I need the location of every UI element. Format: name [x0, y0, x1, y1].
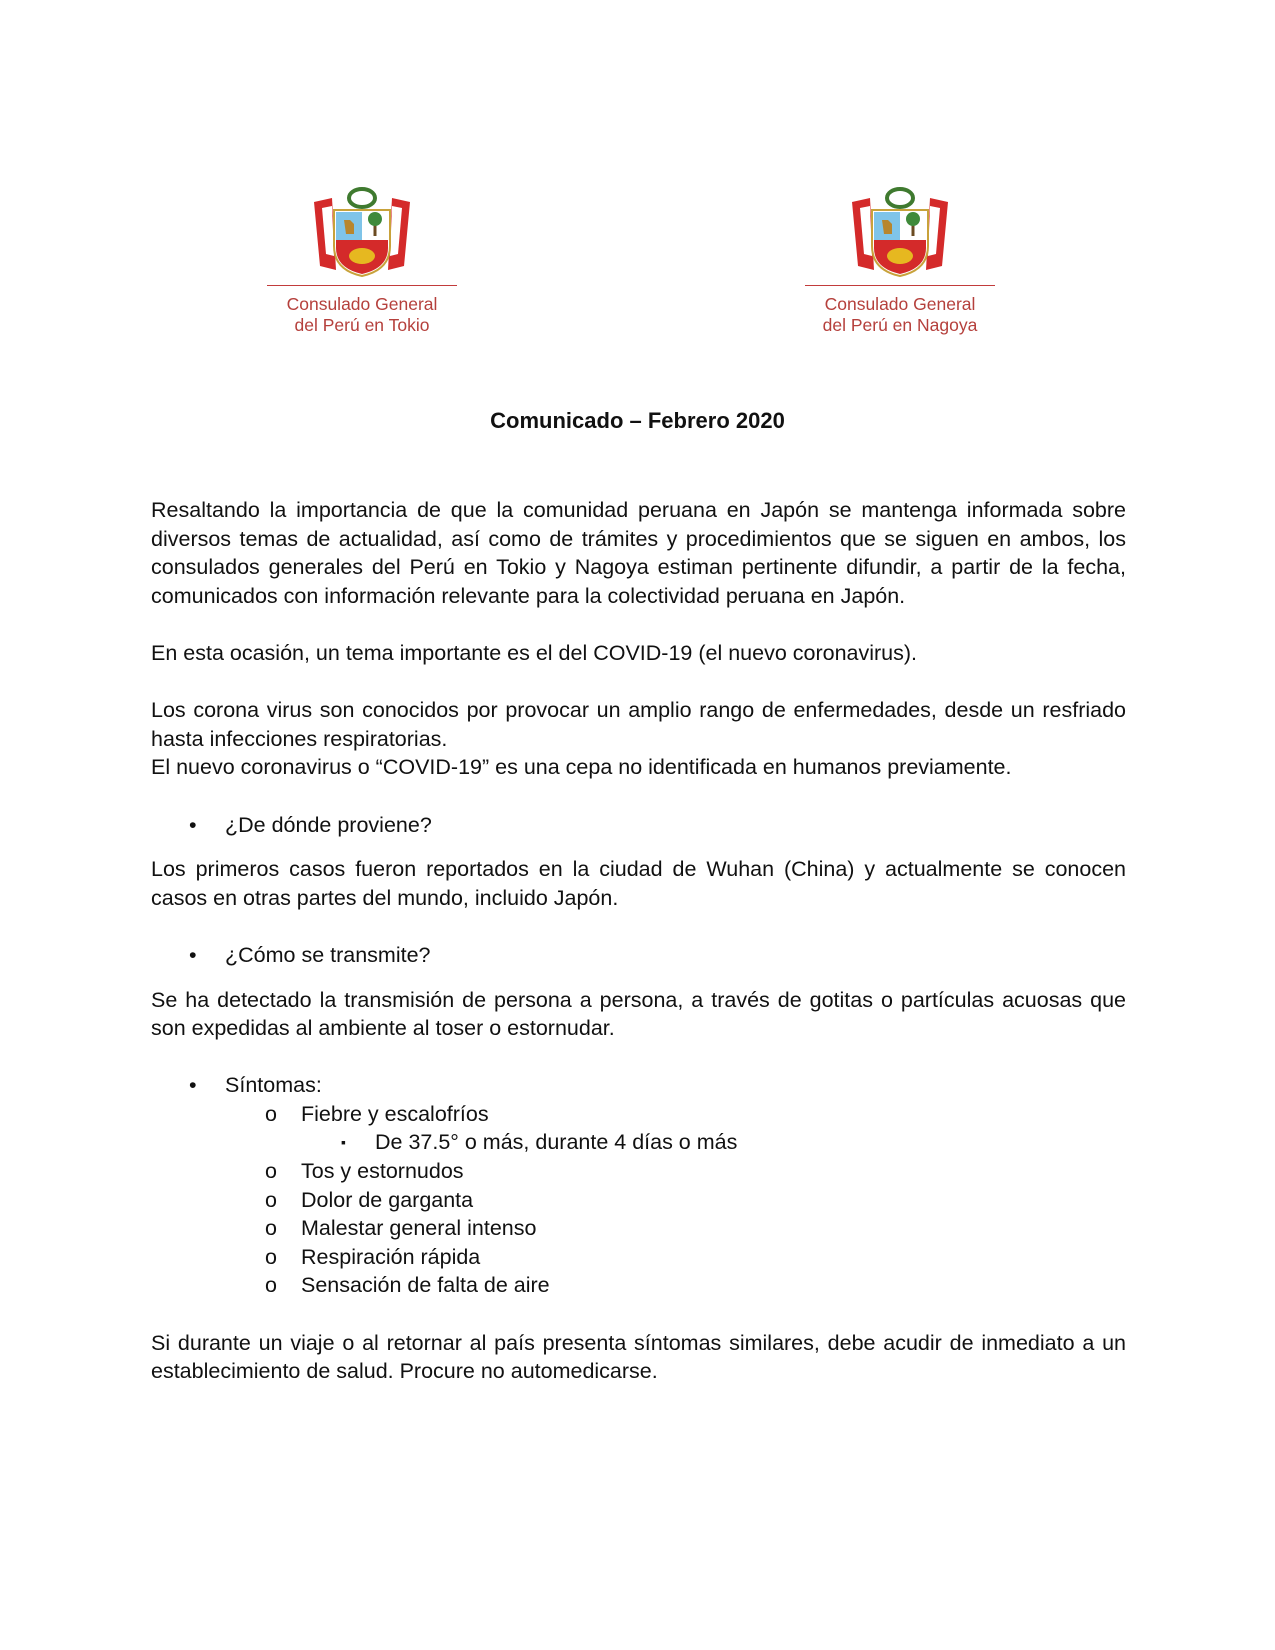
occasion-paragraph: En esta ocasión, un tema importante es el del COVID-19 (el nuevo coronavirus).: [151, 640, 918, 665]
list-item-symptoms: [151, 1071, 1126, 1100]
consulate-name-line2: del Perú en Tokio: [294, 315, 430, 335]
symptom-text: Respiración rápida: [301, 1244, 481, 1269]
symptom-text: Sensación de falta de aire: [301, 1273, 550, 1298]
circle-bullet-icon: o: [265, 1216, 277, 1241]
fever-detail-text: De 37.5° o más, durante 4 días o más: [375, 1130, 738, 1155]
transmission-question: ¿Cómo se transmite?: [225, 942, 431, 967]
closing-paragraph: Si durante un viaje o al retornar al país presenta síntomas similares, debe acudir de inmediato a un establecimiento de salud. Procure no automedicarse.: [151, 1330, 1126, 1384]
logo-consulate-nagoya: [800, 186, 1000, 336]
bullet-icon: •: [189, 812, 197, 837]
symptom-item: [151, 1186, 1126, 1215]
logo-consulate-tokio: [262, 186, 462, 336]
symptom-text: Dolor de garganta: [301, 1187, 474, 1212]
symptom-text: Malestar general intenso: [301, 1216, 537, 1241]
symptom-text: Fiebre y escalofríos: [301, 1101, 489, 1126]
circle-bullet-icon: o: [265, 1244, 277, 1269]
symptoms-heading: Síntomas:: [225, 1073, 322, 1098]
coat-of-arms-icon: [848, 186, 952, 282]
bullet-icon: •: [189, 1073, 197, 1098]
coat-of-arms-icon: [310, 186, 414, 282]
consulate-name-line2: del Perú en Nagoya: [822, 315, 978, 335]
document-body: [151, 496, 1126, 1386]
logo-divider: [267, 285, 457, 286]
circle-bullet-icon: o: [265, 1101, 277, 1126]
symptom-item: [151, 1157, 1126, 1186]
consulate-name-line1: Consulado General: [824, 294, 976, 314]
list-item-transmission: [151, 941, 1126, 970]
intro-paragraph: Resaltando la importancia de que la comunidad peruana en Japón se mantenga informada sobre diversos temas de actualidad, así como de trámites y procedimientos que se siguen en ambos, los consulados generales del Perú en Tokio y Nagoya estiman pertinente difundir, a partir de la fecha, comunicados con información relevante para la colectividad peruana en Japón.: [151, 498, 1126, 608]
symptom-item: [151, 1100, 1126, 1129]
consulate-name-line1: Consulado General: [286, 294, 438, 314]
circle-bullet-icon: o: [265, 1159, 277, 1184]
symptom-item: [151, 1243, 1126, 1272]
symptom-text: Tos y estornudos: [301, 1159, 464, 1184]
list-item-origin: [151, 811, 1126, 840]
page-title: Comunicado – Febrero 2020: [490, 408, 785, 433]
transmission-answer: Se ha detectado la transmisión de persona a persona, a través de gotitas o partículas acuosas que son expedidas al ambiente al toser o estornudar.: [151, 987, 1126, 1041]
symptom-detail: [151, 1128, 1126, 1157]
origin-answer: Los primeros casos fueron reportados en la ciudad de Wuhan (China) y actualmente se conocen casos en otras partes del mundo, incluido Japón.: [151, 857, 1126, 910]
bullet-icon: •: [189, 942, 197, 967]
symptom-item: [151, 1214, 1126, 1243]
origin-question: ¿De dónde proviene?: [225, 812, 432, 837]
definition-paragraph-2: El nuevo coronavirus o “COVID-19” es una cepa no identificada en humanos previamente.: [151, 755, 1012, 780]
symptom-item: [151, 1271, 1126, 1300]
definition-paragraph: Los corona virus son conocidos por provocar un amplio rango de enfermedades, desde un resfriado hasta infecciones respiratorias.: [151, 698, 1126, 751]
circle-bullet-icon: o: [265, 1187, 277, 1212]
logo-divider: [805, 285, 995, 286]
square-bullet-icon: ▪: [341, 1134, 346, 1151]
circle-bullet-icon: o: [265, 1273, 277, 1298]
